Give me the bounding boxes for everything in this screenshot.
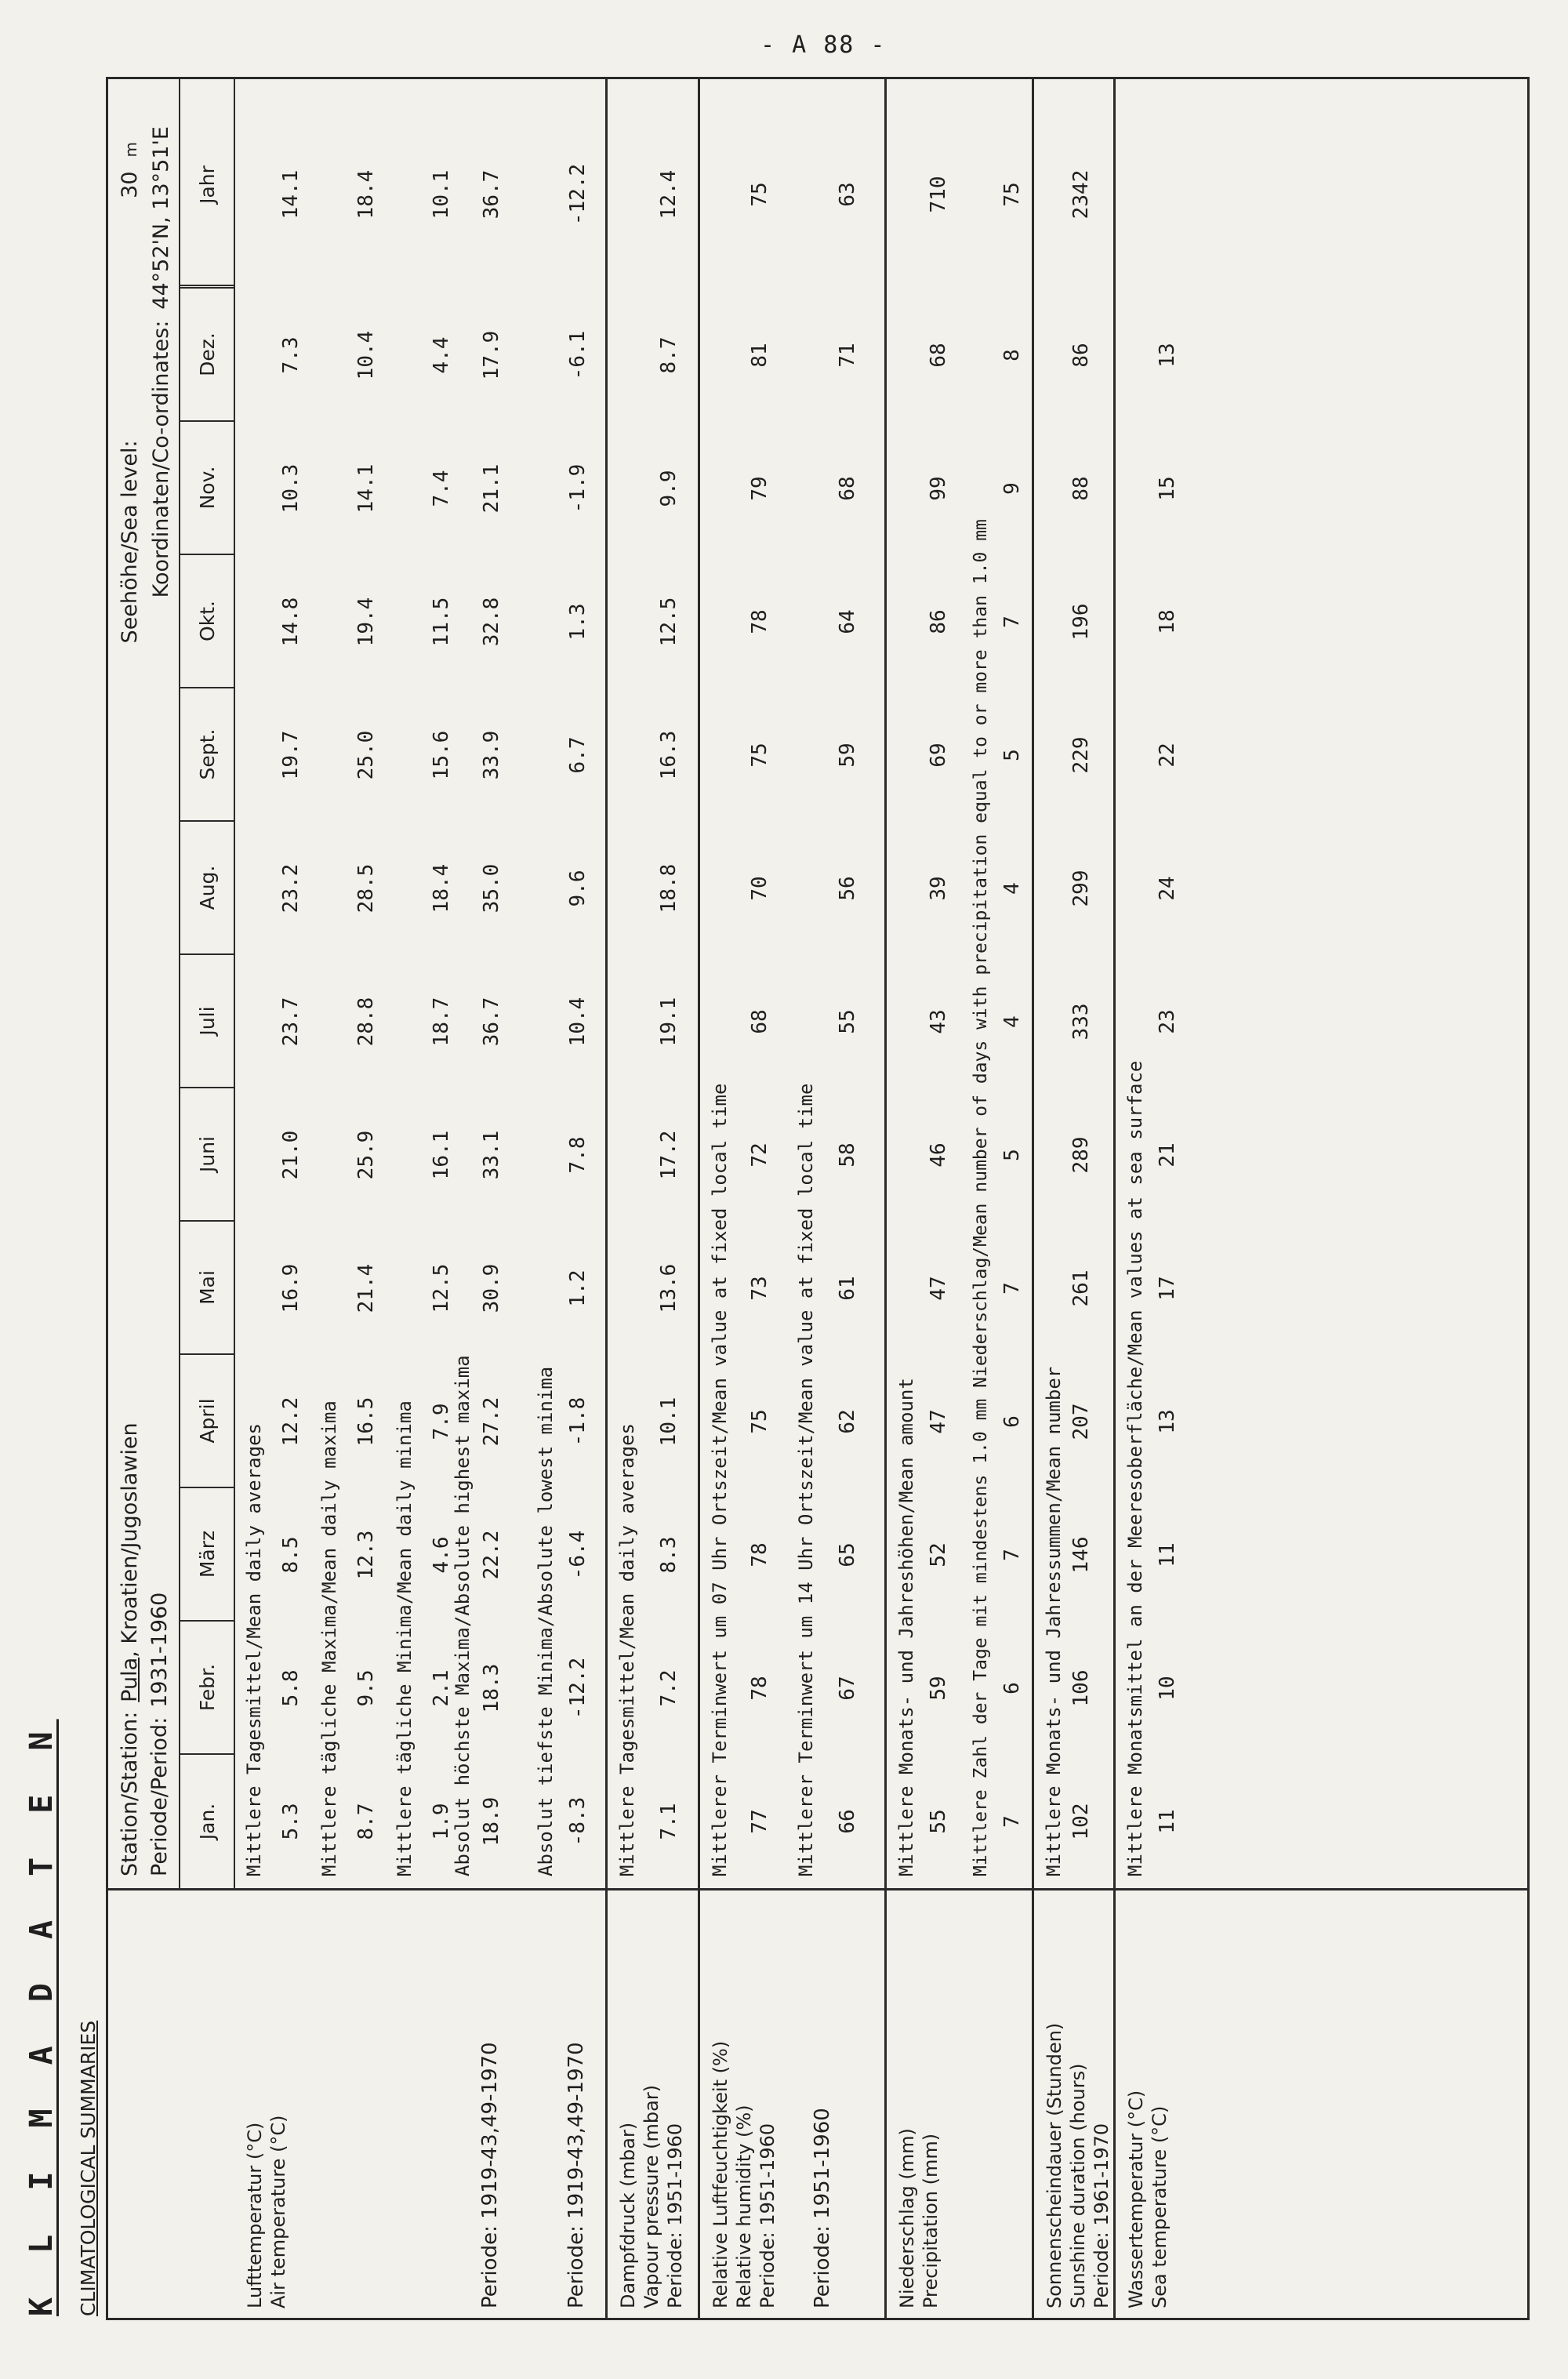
desc-sunshine: Mittlere Monats- und Jahressummen/Mean number [1043,1366,1065,1876]
table-cell: 21.1 [480,463,503,514]
station-label: Station/Station: [118,1711,142,1876]
table-cell: 59 [836,743,859,768]
sea-level-info [118,142,142,643]
table-cell: -1.8 [566,1397,590,1447]
table-cell: -12.2 [566,1657,590,1720]
table-cell: 8.7 [657,336,681,374]
table-cell: 61 [836,1276,859,1301]
table-cell: 4 [1000,1015,1024,1028]
table-cell: 333 [1069,1003,1093,1041]
data-column [108,79,1527,1888]
table-cell: 146 [1069,1536,1093,1574]
label-column [108,1888,1527,2318]
table-cell: 22.2 [480,1530,503,1580]
station-name: Pula [118,1657,142,1702]
table-cell: 36.7 [480,169,503,220]
row-air-absmax [480,79,511,1888]
table-cell: 19.1 [657,997,681,1047]
table-cell: 68 [836,476,859,501]
table-cell: 4.6 [430,1536,453,1574]
desc-humidity-07: Mittlerer Terminwert um 07 Uhr Ortszeit/Mean value at fixed local time [709,1083,731,1876]
table-cell: 17 [1156,1276,1179,1301]
divider-sunshine [1032,79,1034,2318]
table-cell: 78 [748,1676,771,1701]
table-cell: 11.5 [430,597,453,647]
table-cell: 10.1 [657,1397,681,1447]
table-cell: 12.3 [354,1530,378,1580]
table-cell: 5 [1000,1149,1024,1161]
desc-sea-temperature: Mittlere Monatsmittel an der Meeresoberfläche/Mean values at sea surface [1124,1060,1146,1876]
table-cell: 47 [927,1276,950,1301]
table-cell: 9.5 [354,1669,378,1707]
row-humidity-14 [836,79,867,1888]
table-cell: 63 [836,182,859,207]
table-cell: 710 [927,176,950,213]
label-sunshine: Sonnenscheindauer (Stunden) Sunshine duration (hours) Periode: 1961-1970 [1044,2022,1112,2308]
table-cell: 39 [927,876,950,901]
row-precip [927,79,958,1888]
table-cell: 75 [748,182,771,207]
table-cell: 13 [1156,1409,1179,1434]
table-cell: 78 [748,1542,771,1567]
table-cell: 86 [927,609,950,634]
table-cell: 1.3 [566,603,590,641]
table-cell: 86 [1069,343,1093,368]
desc-humidity-14: Mittlerer Terminwert um 14 Uhr Ortszeit/Mean value at fixed local time [795,1083,817,1876]
table-cell: 9.6 [566,870,590,907]
table-cell: -12.2 [566,163,590,226]
table-cell: 69 [927,743,950,768]
table-cell: 18.9 [480,1796,503,1847]
month-header: Dez. [180,289,234,422]
period-value: 1931-1960 [147,1592,172,1708]
table-cell: 21 [1156,1142,1179,1168]
desc-abs-max: Absolut höchste Maxima/Absolute highest maxima [452,1355,474,1876]
table-cell: 64 [836,609,859,634]
table-cell: 30.9 [480,1263,503,1313]
label-precipitation: Niederschlag (mm) Precipitation (mm) [896,2128,942,2308]
table-cell: 66 [836,1809,859,1834]
table-cell: 43 [927,1009,950,1034]
table-cell: 207 [1069,1403,1093,1440]
table-cell: 1.9 [430,1803,453,1840]
desc-precip-days: Mittlere Zahl der Tage mit mindestens 1.0 mm Niederschlag/Mean number of days with precipitation equal to or more than 1.0 mm [971,519,991,1876]
table-cell: 16.9 [279,1263,303,1313]
table-cell: 8.3 [657,1536,681,1574]
month-header: Juli [180,955,234,1088]
table-cell: 16.1 [430,1130,453,1180]
table-cell: 28.8 [354,997,378,1047]
label-humidity-period2: Periode: 1951-1960 [811,2108,834,2308]
table-cell: 81 [748,343,771,368]
table-cell: 7 [1000,616,1024,628]
table-cell: 7.2 [657,1669,681,1707]
table-cell: 261 [1069,1269,1093,1307]
table-cell: 15 [1156,476,1179,501]
row-air-absmin [566,79,597,1888]
table-cell: 33.1 [480,1130,503,1180]
table-cell: 11 [1156,1809,1179,1834]
table-cell: 72 [748,1142,771,1168]
table-cell: 28.5 [354,863,378,913]
table-cell: 289 [1069,1136,1093,1174]
table-cell: 18.8 [657,863,681,913]
table-cell: 75 [748,743,771,768]
table-cell: 46 [927,1142,950,1168]
table-cell: 68 [927,343,950,368]
month-header: Jan. [195,1803,219,1840]
divider-sea [1113,79,1116,2318]
divider-vapour [605,79,608,2318]
table-cell: 16.3 [657,730,681,780]
table-cell: -1.9 [566,463,590,514]
table-cell: 71 [836,343,859,368]
table-cell: 17.9 [480,330,503,380]
table-cell: 35.0 [480,863,503,913]
table-cell: 73 [748,1276,771,1301]
table-cell: 10.3 [279,463,303,514]
table-cell: 10.4 [354,330,378,380]
desc-abs-min: Absolut tiefste Minima/Absolute lowest minima [535,1366,557,1876]
table-cell: 59 [927,1676,950,1701]
table-cell: 5 [1000,749,1024,761]
table-cell: 55 [836,1009,859,1034]
table-cell: 8 [1000,349,1024,361]
row-humidity-07 [748,79,779,1888]
table-cell: 2.1 [430,1669,453,1707]
coordinates-label: Koordinaten/Co-ordinates: [149,320,173,598]
label-vapour-pressure: Dampfdruck (mbar) Vapour pressure (mbar) Periode: 1951-1960 [617,2084,686,2308]
table-cell: 14.8 [279,597,303,647]
table-cell: 33.9 [480,730,503,780]
month-header: Sept. [180,688,234,822]
table-cell: 18.4 [430,863,453,913]
row-precip-days [1000,79,1032,1888]
table-cell: 1.2 [566,1269,590,1307]
table-cell: 32.8 [480,597,503,647]
table-cell: 7 [1000,1549,1024,1561]
table-cell: 58 [836,1142,859,1168]
table-cell: 25.9 [354,1130,378,1180]
table-cell: 25.0 [354,730,378,780]
row-sunshine [1069,79,1101,1888]
table-cell: -6.4 [566,1530,590,1580]
table-cell: 56 [836,876,859,901]
table-cell: 10.4 [566,997,590,1047]
row-sea-temperature [1156,79,1187,1888]
table-cell: 10 [1156,1676,1179,1701]
month-header: März [180,1488,234,1622]
row-air-max [354,79,386,1888]
table-cell: 8.5 [279,1536,303,1574]
label-air-temperature: Lufttemperatur (°C) Air temperature (°C) [244,2115,289,2308]
table-cell: 27.2 [480,1397,503,1447]
table-cell: 14.1 [279,169,303,220]
table-cell: 23.2 [279,863,303,913]
table-cell: 52 [927,1542,950,1567]
sea-level-label: Seehöhe/Sea level: [118,440,142,644]
table-cell: 23.7 [279,997,303,1047]
table-cell: 78 [748,609,771,634]
table-cell: 106 [1069,1669,1093,1707]
table-cell: 88 [1069,476,1093,501]
divider-humidity [698,79,700,2318]
table-cell: 7 [1000,1815,1024,1828]
table-cell: 68 [748,1009,771,1034]
table-cell: 16.5 [354,1397,378,1447]
table-cell: 6.7 [566,736,590,774]
row-air-mean [279,79,310,1888]
table-cell: 12.5 [430,1263,453,1313]
table-cell: 7.4 [430,470,453,507]
desc-vapour: Mittlere Tagesmittel/Mean daily averages [616,1423,638,1876]
table-cell: 99 [927,476,950,501]
table-cell: 4.4 [430,336,453,374]
table-cell: 75 [1000,182,1024,207]
table-cell: 47 [927,1409,950,1434]
table-cell: 17.2 [657,1130,681,1180]
label-sea-temperature: Wassertemperatur (°C) Sea temperature (°C) [1125,2090,1171,2308]
sea-level-value: 30 [118,171,142,198]
month-header: Mai [180,1222,234,1355]
table-cell: 12.5 [657,597,681,647]
table-cell: 5.3 [279,1803,303,1840]
table-cell: 19.4 [354,597,378,647]
period-label: Periode/Period: [147,1716,172,1876]
desc-precip: Mittlere Monats- und Jahreshöhen/Mean amount [895,1378,917,1876]
table-cell: 4 [1000,882,1024,895]
table-cell: 9 [1000,482,1024,495]
table-cell: 75 [748,1409,771,1434]
table-cell: 8.7 [354,1803,378,1840]
table-cell: 13 [1156,343,1179,368]
period-info [147,1593,172,1876]
table-cell: 19.7 [279,730,303,780]
table-cell: 5.8 [279,1669,303,1707]
month-header: Nov. [180,422,234,555]
month-header: April [180,1355,234,1488]
table-cell: 18.4 [354,169,378,220]
table-cell: 9.9 [657,470,681,507]
station-country: , Kroatien/Jugoslawien [118,1422,142,1658]
document-subtitle: CLIMATOLOGICAL SUMMARIES [77,2020,100,2316]
month-header: Jahr [180,85,234,289]
desc-mean-max: Mittlere tägliche Maxima/Mean daily maxima [318,1400,340,1876]
table-cell: 77 [748,1809,771,1834]
table-cell: 10.1 [430,169,453,220]
table-cell: 55 [927,1809,950,1834]
table-cell: 15.6 [430,730,453,780]
month-header-row [179,79,235,1888]
row-vapour [657,79,688,1888]
table-cell: 18.7 [430,997,453,1047]
coordinates-info [149,126,173,597]
label-absmin-period: Periode: 1919-43,49-1970 [564,2042,588,2308]
table-cell: 79 [748,476,771,501]
table-cell: 23 [1156,1009,1179,1034]
table-cell: 70 [748,876,771,901]
table-cell: 24 [1156,876,1179,901]
table-cell: 65 [836,1542,859,1567]
desc-mean-min: Mittlere tägliche Minima/Mean daily minima [394,1400,416,1876]
document-title: K L I M A D A T E N [24,1719,60,2316]
table-cell: 18 [1156,609,1179,634]
table-cell: 102 [1069,1803,1093,1840]
month-header: Febr. [180,1622,234,1755]
table-cell: 7.1 [657,1803,681,1840]
page-number: - A 88 - [760,31,887,59]
table-cell: 21.4 [354,1263,378,1313]
table-cell: 21.0 [279,1130,303,1180]
month-header: Juni [180,1088,234,1222]
divider-precip [884,79,887,2318]
table-cell: 22 [1156,743,1179,768]
table-cell: 7.8 [566,1136,590,1174]
table-cell: 11 [1156,1542,1179,1567]
table-cell: 12.2 [279,1397,303,1447]
table-frame [106,77,1530,2320]
table-cell: 14.1 [354,463,378,514]
table-cell: 7 [1000,1282,1024,1295]
table-cell: 6 [1000,1682,1024,1694]
table-cell: 7.3 [279,336,303,374]
label-humidity: Relative Luftfeuchtigkeit (%) Relative humidity (%) Periode: 1951-1960 [710,2040,779,2308]
table-cell: 6 [1000,1415,1024,1428]
coordinates-value: 44°52'N, 13°51'E [149,126,173,310]
sea-level-unit: m [122,142,140,158]
table-cell: 299 [1069,870,1093,907]
table-cell: 67 [836,1676,859,1701]
table-cell: 13.6 [657,1263,681,1313]
table-cell: 2342 [1069,169,1093,220]
table-cell: 36.7 [480,997,503,1047]
desc-mean-daily: Mittlere Tagesmittel/Mean daily averages [243,1423,265,1876]
table-cell: 7.9 [430,1403,453,1440]
table-cell: -6.1 [566,330,590,380]
table-cell: 196 [1069,603,1093,641]
table-cell: 229 [1069,736,1093,774]
table-cell: 62 [836,1409,859,1434]
month-header: Aug. [180,822,234,955]
station-info [118,1422,142,1876]
table-cell: 12.4 [657,169,681,220]
table-cell: -8.3 [566,1796,590,1847]
table-cell: 18.3 [480,1663,503,1713]
month-header: Okt. [180,555,234,688]
label-absmax-period: Periode: 1919-43,49-1970 [478,2042,502,2308]
